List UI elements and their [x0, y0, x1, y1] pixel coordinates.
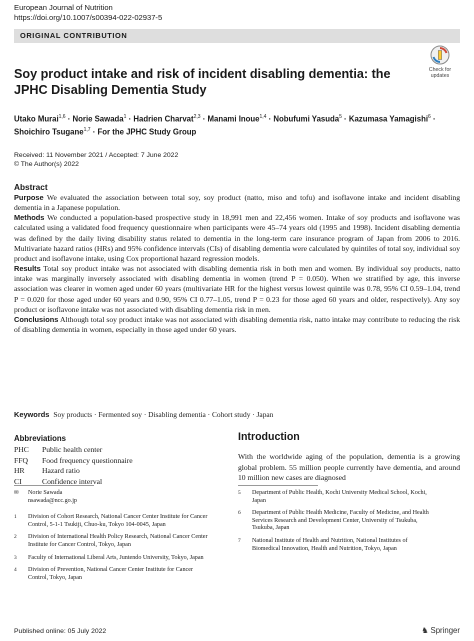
author-name[interactable]: Utako Murai	[14, 114, 59, 124]
author-affiliation-mark: 6	[428, 114, 431, 120]
affiliation-mark: 5	[238, 490, 241, 496]
author-group[interactable]: For the JPHC Study Group	[97, 127, 197, 137]
abstract-body	[14, 193, 460, 335]
introduction-text: With the worldwide aging of the population, dementia is a growing global problem. 55 million people currently have dementia, and around 10 million new cases are diagnosed	[238, 452, 460, 483]
keywords	[14, 410, 273, 419]
abbreviation-value: Hazard ratio	[42, 466, 80, 475]
keywords-label: Keywords	[14, 410, 50, 419]
publisher-name: Springer	[430, 626, 460, 635]
affiliations-left	[14, 490, 212, 587]
methods-label: Methods	[14, 213, 45, 223]
abbreviation-key: HR	[14, 466, 25, 475]
author-affiliation-mark: 1,6	[58, 114, 66, 120]
abbreviation-row	[14, 456, 133, 467]
correspondence-email[interactable]: nsawada@ncc.go.jp	[28, 497, 77, 504]
affiliation-text: Faculty of International Liberal Arts, Juntendo University, Tokyo, Japan	[28, 554, 204, 561]
purpose-label: Purpose	[14, 193, 44, 202]
abbreviation-key: FFQ	[14, 455, 28, 465]
correspondence-block	[28, 490, 212, 505]
affiliation-text: Department of Public Health Medicine, Faculty of Medicine, and Health Services Research and Development Center, University of Tsukuba, Tsukuba, Japan	[252, 510, 429, 532]
affiliation-item	[14, 567, 212, 582]
footnote-rule-right	[238, 485, 318, 486]
affiliation-mark: 7	[238, 537, 241, 544]
conclusions-text: Although total soy product intake was not associated with disabling dementia risk, natto intake may contribute to reducing the risk of disabling dementia in women, especially in those aged under 60 years.	[14, 314, 460, 335]
affiliation-mark: 6	[238, 510, 241, 517]
affiliations-right	[238, 490, 436, 558]
affiliation-mark: 2	[14, 534, 17, 541]
keywords-text: Soy products · Fermented soy · Disabling dementia · Cohort study · Japan	[53, 410, 274, 419]
affiliation-item	[14, 555, 212, 563]
author-name[interactable]: Nobufumi Yasuda	[273, 114, 340, 124]
affiliation-text: National Institute of Health and Nutrition, National Institutes of Biomedical Innovation, Health and Nutrition, Tokyo, Japan	[252, 537, 408, 552]
check-updates-icon	[430, 45, 450, 65]
affiliation-text: Division of Prevention, National Cancer Center Institute for Cancer Control, Tokyo, Japan	[28, 567, 193, 581]
abbreviation-row	[14, 466, 133, 477]
article-title: Soy product intake and risk of incident disabling dementia: the JPHC Disabling Dementia Study	[14, 67, 391, 97]
affiliation-item	[238, 510, 436, 533]
affiliation-mark: 3	[14, 554, 17, 561]
author-affiliation-mark: 1	[123, 114, 127, 120]
affiliation-text: Division of Cohort Research, National Cancer Center Institute for Cancer Control, 5-1-1 Tsukiji, Chuo-ku, Tokyo 104-0045, Japan	[28, 514, 208, 528]
correspondence	[14, 490, 212, 505]
affiliation-text: Division of International Health Policy Research, National Cancer Center Institute for Cancer Control, Tokyo, Japan	[28, 534, 208, 548]
author-name[interactable]: Hadrien Charvat	[133, 114, 194, 124]
author-affiliation-mark: 2,3	[193, 114, 201, 120]
author-name[interactable]: Norie Sawada	[72, 114, 124, 124]
author-affiliation-mark: 1,7	[83, 126, 91, 133]
affiliation-item	[238, 490, 436, 505]
check-for-updates-button[interactable]	[424, 45, 456, 79]
abbreviation-value: Food frequency questionnaire	[42, 455, 133, 465]
abbreviation-row	[14, 445, 133, 456]
author-list: Utako Murai$^{1,6}$ · Norie Sawada$^1$ · Hadrien Charvat$^{2,3}$ · Manami Inoue$^{1,4}$ · Nobufumi Yasuda$^5$ · Kazumasa Yamagishi$^6$ · Shoichiro Tsugane$^{1,7}$ · For the JPHC Study Group	[14, 114, 436, 137]
abbreviation-value: Public health center	[42, 445, 103, 454]
methods-text: We conducted a population-based prospective study in 18,991 men and 22,456 women. Intake of soy products and isoflavone was calculated using a validated food frequency questionnaire when participants were 45–74 years old (1995 and 1998). Incident disabling dementia was defined by the daily living disability status related to dementia in the long-term care insurance program of Japan from 2006 to 2016. Multivariate hazard ratios (HRs) and 95% confidence intervals (CIs) of disabling dementia were calculated by quintiles of total soy, individual soy product and isoflavone intake, using Cox proportional hazard regression models.	[14, 213, 460, 263]
correspondence-name: Norie Sawada	[28, 490, 63, 496]
affiliation-text: Department of Public Health, Kochi University Medical School, Kochi, Japan	[252, 490, 427, 504]
springer-horse-icon: ♞	[421, 626, 429, 635]
copyright: © The Author(s) 2022	[14, 161, 79, 168]
check-updates-line2: updates	[430, 73, 450, 79]
affiliation-mark: 1	[14, 514, 17, 521]
author-affiliation-mark: 1,4	[259, 114, 267, 120]
abstract-purpose	[14, 193, 460, 213]
journal-name: European Journal of Nutrition	[14, 3, 113, 12]
check-updates-line1: Check for	[428, 67, 452, 73]
doi-link[interactable]: https://doi.org/10.1007/s00394-022-02937-5	[14, 13, 163, 22]
affiliation-item	[238, 538, 436, 553]
affiliation-item	[14, 534, 212, 549]
abstract-results	[14, 264, 460, 315]
abbreviation-key: PHC	[14, 445, 29, 454]
results-label: Results	[14, 264, 41, 274]
introduction-heading: Introduction	[238, 431, 300, 443]
results-text: Total soy product intake was not associated with disabling dementia risk in both men and women. By individual soy products, natto intake was marginally inversely associated with disabling dementia in women (trend P = 0.050). When we stratified by age, this inverse association was clearer in women aged under 60 years (multivariate HR for the highest versus lowest quintile was 0.78, 95% CI 0.59–1.04, trend P = 0.020 for those aged under 60 years and 0.90, 95% CI 0.77–1.05, trend P = 0.23 for those aged 60 years and older, respectively). Any soy product or isoflavone intake was not associated with disabling dementia risk in men.	[14, 264, 460, 314]
abstract-heading: Abstract	[14, 182, 48, 192]
footnote-rule-left	[14, 485, 94, 486]
abstract-methods	[14, 213, 460, 264]
publisher-logo	[421, 626, 460, 635]
affiliation-item	[14, 514, 212, 529]
author-name[interactable]: Kazumasa Yamagishi	[348, 114, 428, 124]
abbreviation-key: CI	[14, 476, 22, 486]
article-dates	[14, 151, 178, 169]
author-name[interactable]: Manami Inoue	[207, 114, 260, 124]
abbreviations-heading: Abbreviations	[14, 434, 66, 443]
author-affiliation-mark: 5	[339, 114, 342, 120]
envelope-icon: ✉	[14, 490, 19, 496]
received-accepted: Received: 11 November 2021 / Accepted: 7 June 2022	[14, 152, 179, 159]
abbreviations-list	[14, 445, 133, 487]
conclusions-label: Conclusions	[14, 314, 59, 324]
published-online: Published online: 05 July 2022	[14, 628, 107, 635]
section-label: ORIGINAL CONTRIBUTION	[14, 29, 460, 43]
abstract-conclusions	[14, 315, 460, 335]
journal-header	[14, 3, 162, 23]
purpose-text: We evaluated the association between total soy, soy product (natto, miso and tofu) and isoflavone intake and incident disabling dementia in a Japanese population.	[14, 193, 460, 213]
affiliation-mark: 4	[14, 567, 17, 574]
abbreviation-value: Confidence interval	[42, 476, 103, 486]
author-name[interactable]: Shoichiro Tsugane	[14, 127, 84, 137]
